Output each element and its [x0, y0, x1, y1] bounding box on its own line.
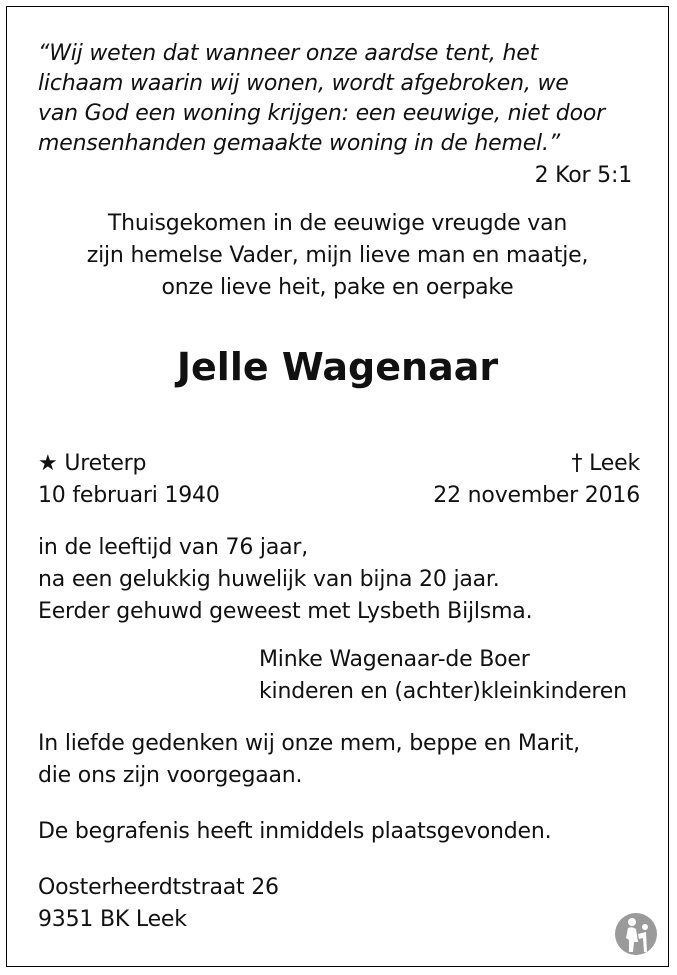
address-line: Oosterheerdtstraat 26 — [38, 875, 279, 900]
remembrance-line: die ons zijn voorgegaan. — [38, 763, 303, 788]
quote-reference: 2 Kor 5:1 — [534, 163, 632, 188]
deceased-name: Jelle Wagenaar — [176, 345, 499, 389]
address-line: 9351 BK Leek — [38, 907, 187, 932]
quote-line: “Wij weten dat wanneer onze aardse tent, het — [38, 41, 538, 66]
intro-line: zijn hemelse Vader, mijn lieve man en maatje, — [86, 243, 589, 268]
family-line: kinderen en (achter)kleinkinderen — [259, 679, 627, 704]
family-line: Minke Wagenaar-de Boer — [259, 647, 530, 672]
quote-line: van God een woning krijgen: een eeuwige, niet door — [38, 101, 605, 126]
death-notice — [6, 6, 669, 967]
remembrance-line: In liefde gedenken wij onze mem, beppe en Marit, — [38, 731, 580, 756]
birth-date: 10 februari 1940 — [38, 483, 220, 508]
detail-line: in de leeftijd van 76 jaar, — [38, 535, 309, 560]
quote-line: lichaam waarin wij wonen, wordt afgebroken, we — [38, 71, 569, 96]
funeral-note: De begrafenis heeft inmiddels plaatsgevonden. — [38, 819, 552, 844]
intro-line: Thuisgekomen in de eeuwige vreugde van — [107, 211, 568, 236]
intro-line: onze lieve heit, pake en oerpake — [161, 275, 514, 300]
memorial-figure-icon — [614, 912, 658, 956]
detail-line: na een gelukkig huwelijk van bijna 20 jaar. — [38, 567, 500, 592]
birth-place: ★ Ureterp — [38, 451, 147, 476]
death-date: 22 november 2016 — [433, 483, 640, 508]
detail-line: Eerder gehuwd geweest met Lysbeth Bijlsma. — [38, 599, 533, 624]
death-place: † Leek — [571, 451, 640, 476]
quote-line: mensenhanden gemaakte woning in de hemel.” — [38, 131, 560, 156]
